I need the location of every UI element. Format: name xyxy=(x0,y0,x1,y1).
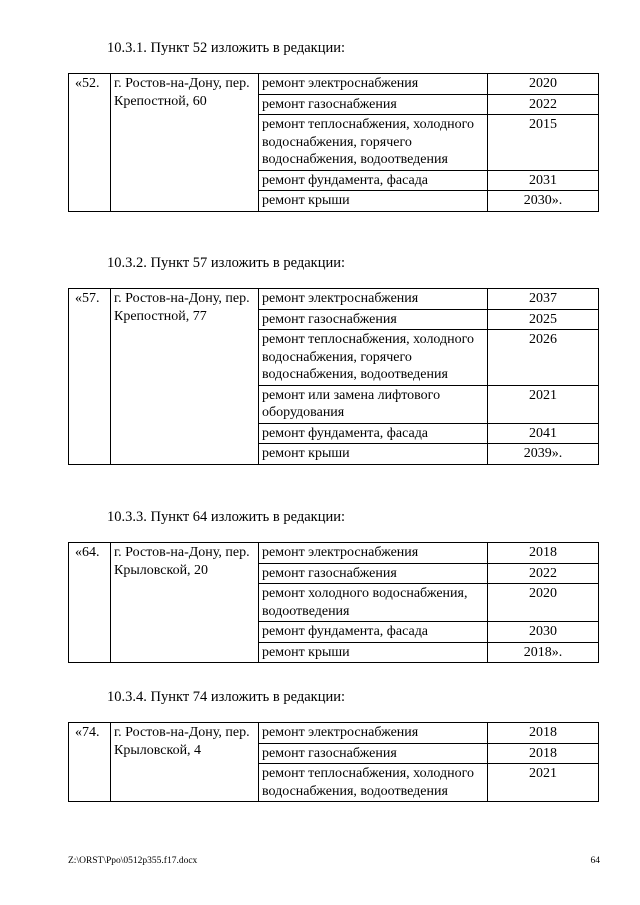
item-number: «57. xyxy=(69,289,111,465)
table-row xyxy=(69,289,599,310)
work-cell: ремонт крыши xyxy=(259,191,488,212)
year-cell: 2022 xyxy=(488,563,599,584)
year-cell: 2018 xyxy=(488,723,599,744)
address-table xyxy=(68,288,599,465)
year-cell: 2031 xyxy=(488,170,599,191)
work-cell: ремонт фундамента, фасада xyxy=(259,622,488,643)
item-number: «52. xyxy=(69,74,111,212)
address-table xyxy=(68,542,599,663)
work-cell: ремонт или замена лифтового оборудования xyxy=(259,385,488,423)
work-cell: ремонт газоснабжения xyxy=(259,743,488,764)
year-cell: 2026 xyxy=(488,330,599,386)
year-cell: 2022 xyxy=(488,94,599,115)
table-row xyxy=(69,543,599,564)
year-cell: 2041 xyxy=(488,423,599,444)
work-cell: ремонт электроснабжения xyxy=(259,289,488,310)
address-cell: г. Ростов-на-Дону, пер. Крыловской, 4 xyxy=(111,723,259,802)
year-cell: 2018 xyxy=(488,543,599,564)
work-cell: ремонт газоснабжения xyxy=(259,94,488,115)
address-table xyxy=(68,722,599,802)
year-cell: 2030 xyxy=(488,622,599,643)
year-cell: 2020 xyxy=(488,584,599,622)
table-row xyxy=(69,74,599,95)
work-cell: ремонт газоснабжения xyxy=(259,563,488,584)
section-heading: 10.3.3. Пункт 64 изложить в редакции: xyxy=(107,509,346,525)
page-number: 64 xyxy=(590,856,600,866)
work-cell: ремонт теплоснабжения, холодного водоснабжения, горячего водоснабжения, водоотведения xyxy=(259,330,488,386)
work-cell: ремонт крыши xyxy=(259,642,488,663)
year-cell: 2039». xyxy=(488,444,599,465)
work-cell: ремонт фундамента, фасада xyxy=(259,423,488,444)
work-cell: ремонт крыши xyxy=(259,444,488,465)
work-cell: ремонт электроснабжения xyxy=(259,74,488,95)
year-cell: 2018». xyxy=(488,642,599,663)
footer-file-path: Z:\ORST\Ppo\0512p355.f17.docx xyxy=(68,856,198,866)
work-cell: ремонт электроснабжения xyxy=(259,723,488,744)
address-cell: г. Ростов-на-Дону, пер. Крыловской, 20 xyxy=(111,543,259,663)
year-cell: 2020 xyxy=(488,74,599,95)
year-cell: 2021 xyxy=(488,385,599,423)
year-cell: 2015 xyxy=(488,115,599,171)
item-number: «74. xyxy=(69,723,111,802)
year-cell: 2018 xyxy=(488,743,599,764)
address-cell: г. Ростов-на-Дону, пер. Крепостной, 60 xyxy=(111,74,259,212)
table-row xyxy=(69,723,599,744)
section-heading: 10.3.1. Пункт 52 изложить в редакции: xyxy=(107,40,346,56)
section-heading: 10.3.4. Пункт 74 изложить в редакции: xyxy=(107,689,346,705)
address-cell: г. Ростов-на-Дону, пер. Крепостной, 77 xyxy=(111,289,259,465)
section-heading: 10.3.2. Пункт 57 изложить в редакции: xyxy=(107,255,346,271)
work-cell: ремонт холодного водоснабжения, водоотведения xyxy=(259,584,488,622)
year-cell: 2021 xyxy=(488,764,599,802)
year-cell: 2025 xyxy=(488,309,599,330)
work-cell: ремонт фундамента, фасада xyxy=(259,170,488,191)
work-cell: ремонт теплоснабжения, холодного водоснабжения, водоотведения xyxy=(259,764,488,802)
year-cell: 2030». xyxy=(488,191,599,212)
item-number: «64. xyxy=(69,543,111,663)
work-cell: ремонт газоснабжения xyxy=(259,309,488,330)
work-cell: ремонт теплоснабжения, холодного водоснабжения, горячего водоснабжения, водоотведения xyxy=(259,115,488,171)
work-cell: ремонт электроснабжения xyxy=(259,543,488,564)
address-table xyxy=(68,73,599,212)
year-cell: 2037 xyxy=(488,289,599,310)
